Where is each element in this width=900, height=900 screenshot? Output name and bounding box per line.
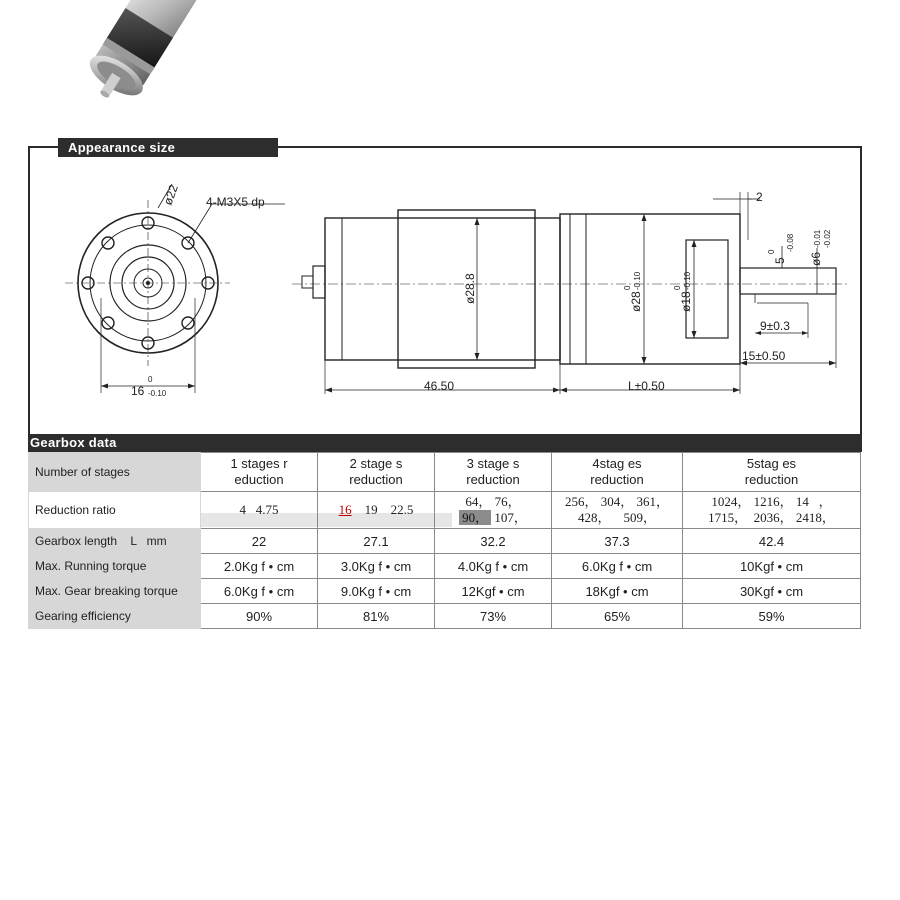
- table-row: [29, 554, 861, 579]
- side-dia28-tol-top: 0: [623, 285, 632, 290]
- front-dia22-label: ø22: [160, 182, 181, 208]
- running-torque-cell: 2.0Kg f • cm: [201, 554, 318, 579]
- side-length-L: L±0.50: [628, 379, 665, 393]
- efficiency-cell: 73%: [435, 604, 552, 629]
- table-row: [29, 453, 861, 492]
- side-dim-9: 9±0.3: [760, 319, 790, 333]
- length-cell: 42.4: [683, 529, 861, 554]
- side-dia18-tol-top: 0: [673, 285, 682, 290]
- row-label: Number of stages: [29, 453, 201, 492]
- front-view: [65, 184, 285, 393]
- efficiency-cell: 65%: [552, 604, 683, 629]
- breaking-torque-cell: 30Kgf • cm: [683, 579, 861, 604]
- header-cell: 1 stages r eduction: [201, 453, 318, 492]
- front-width-label: 16: [131, 384, 145, 398]
- side-dim-6-tol-top: -0.01: [813, 229, 822, 248]
- side-dim-5-tol-top: 0: [767, 249, 776, 254]
- side-dim-5: 5: [773, 257, 787, 264]
- side-dia28-label: ø28: [629, 291, 643, 312]
- side-dia18-label: ø18: [679, 291, 693, 312]
- running-torque-cell: 3.0Kg f • cm: [318, 554, 435, 579]
- side-dim-15: 15±0.50: [742, 349, 786, 363]
- ratio-cell-s2: 16 19 22.5: [318, 492, 435, 529]
- ratio-highlight-gray: 90，: [459, 510, 491, 525]
- header-cell: 3 stage s reduction: [435, 453, 552, 492]
- breaking-torque-cell: 9.0Kg f • cm: [318, 579, 435, 604]
- ratio-cell-s3: 64， 76， 90， 107，: [435, 492, 552, 529]
- length-cell: 37.3: [552, 529, 683, 554]
- row-label: Gearing efficiency: [29, 604, 201, 629]
- side-dia28-tol-bot: -0.10: [633, 271, 642, 290]
- row-label: Max. Running torque: [29, 554, 201, 579]
- table-row: [29, 492, 861, 529]
- ratio-cell-s1: 4 4.75: [201, 492, 318, 529]
- breaking-torque-cell: 12Kgf • cm: [435, 579, 552, 604]
- side-dim-6-tol-bot: -0.02: [823, 229, 832, 248]
- header-cell: 2 stage s reduction: [318, 453, 435, 492]
- motor-product-photo: [62, 0, 242, 125]
- front-width-tol-top: 0: [148, 375, 153, 384]
- length-cell: 32.2: [435, 529, 552, 554]
- efficiency-cell: 90%: [201, 604, 318, 629]
- ratio-highlight-red: 16: [338, 502, 352, 517]
- table-row: [29, 604, 861, 629]
- row-label: Reduction ratio: [29, 492, 201, 529]
- front-holes-label: 4-M3X5 dp: [206, 195, 265, 209]
- header-cell: 5stag es reduction: [683, 453, 861, 492]
- ratio-cell-s4: 256， 304， 361， 428， 509，: [552, 492, 683, 529]
- gearbox-data-heading: Gearbox data: [28, 434, 862, 452]
- running-torque-cell: 4.0Kg f • cm: [435, 554, 552, 579]
- length-cell: 27.1: [318, 529, 435, 554]
- appearance-size-heading: Appearance size: [58, 138, 278, 157]
- running-torque-cell: 10Kgf • cm: [683, 554, 861, 579]
- efficiency-cell: 59%: [683, 604, 861, 629]
- breaking-torque-cell: 6.0Kg f • cm: [201, 579, 318, 604]
- side-dim-2: 2: [756, 190, 763, 204]
- dimension-drawing: [30, 148, 860, 436]
- side-dim-6: ø6: [809, 251, 823, 266]
- ratio-cell-s5: 1024， 1216， 14 ， 1715， 2036， 2418，: [683, 492, 861, 529]
- side-dia28-8-label: ø28.8: [463, 273, 477, 304]
- side-view: [292, 192, 850, 394]
- side-length-46-50: 46.50: [424, 379, 455, 393]
- table-row: [29, 579, 861, 604]
- front-width-tol-bot: -0.10: [148, 389, 167, 398]
- header-cell: 4stag es reduction: [552, 453, 683, 492]
- side-dia18-tol-bot: -0.10: [683, 271, 692, 290]
- table-row: [29, 529, 861, 554]
- length-cell: 22: [201, 529, 318, 554]
- row-label: Gearbox length L mm: [29, 529, 201, 554]
- efficiency-cell: 81%: [318, 604, 435, 629]
- row-label: Max. Gear breaking torque: [29, 579, 201, 604]
- running-torque-cell: 6.0Kg f • cm: [552, 554, 683, 579]
- side-dim-5-tol-bot: -0.08: [786, 233, 795, 252]
- gearbox-data-table: [28, 452, 861, 629]
- breaking-torque-cell: 18Kgf • cm: [552, 579, 683, 604]
